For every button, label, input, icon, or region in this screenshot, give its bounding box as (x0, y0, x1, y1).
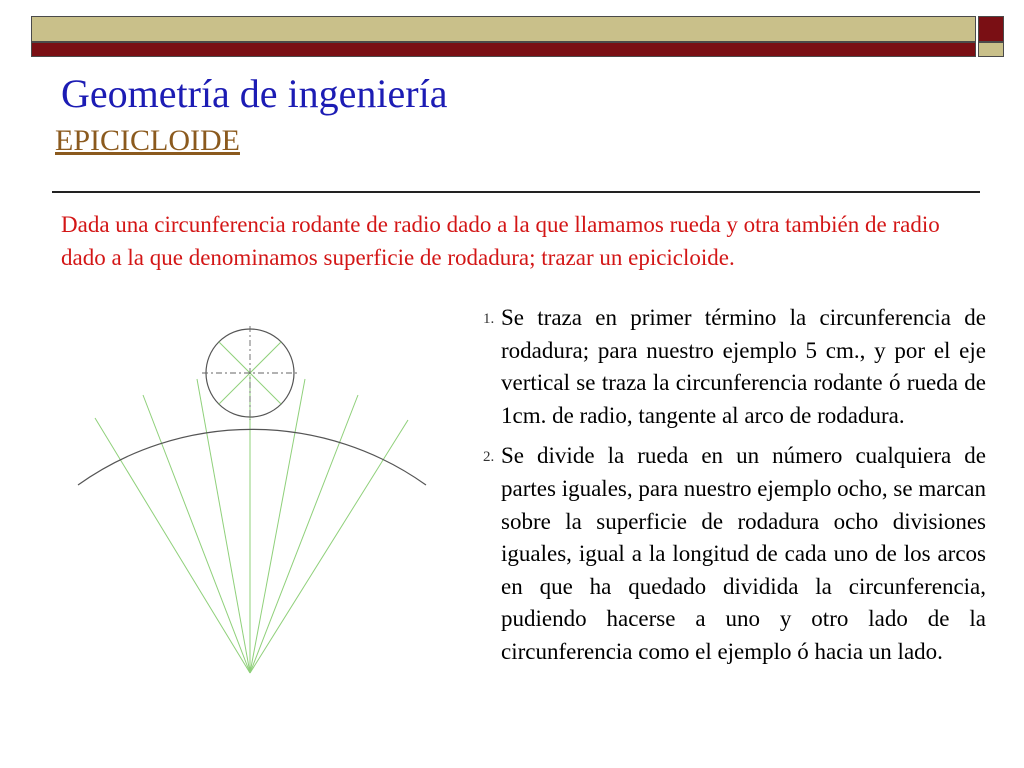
top-decor-bar (31, 16, 976, 42)
step-item (478, 440, 986, 668)
wheel-axes (202, 326, 298, 420)
step-item (478, 302, 986, 432)
dark-decor-bar (31, 42, 976, 57)
steps-list (478, 302, 986, 677)
slide-title: Geometría de ingeniería (61, 71, 448, 116)
corner-square-tan (978, 42, 1004, 57)
step-text: Se traza en primer término la circunferencia de rodadura; para nuestro ejemplo 5 cm., y por el eje vertical se traza la circunferencia rodante ó rueda de 1cm. de radio, tangente al arco de rodadura. (501, 305, 986, 428)
step-number: 2. (483, 449, 495, 466)
radial-construction-lines (95, 375, 408, 673)
step-number: 1. (483, 311, 495, 327)
radial-line (143, 395, 250, 673)
subtitle-link[interactable]: EPICICLOIDE (55, 124, 240, 157)
epicycloid-diagram (70, 320, 440, 690)
corner-square-red (978, 16, 1004, 42)
divider-line (52, 191, 980, 193)
radial-line (250, 395, 358, 673)
intro-paragraph: Dada una circunferencia rodante de radio dado a la que llamamos rueda y otra también de radio dado a la que denominamos superficie de rodadura; trazar un epicicloide. (61, 212, 940, 270)
step-text: Se divide la rueda en un número cualquiera de partes iguales, para nuestro ejemplo ocho, se marcan sobre la superficie de rodadura ocho divisiones iguales, igual a la longitud de cada uno de los arcos en que ha quedado dividida la circunferencia, pudiendo hacerse a uno y otro lado de la circunferencia como el ejemplo ó hacia un lado. (501, 443, 986, 664)
